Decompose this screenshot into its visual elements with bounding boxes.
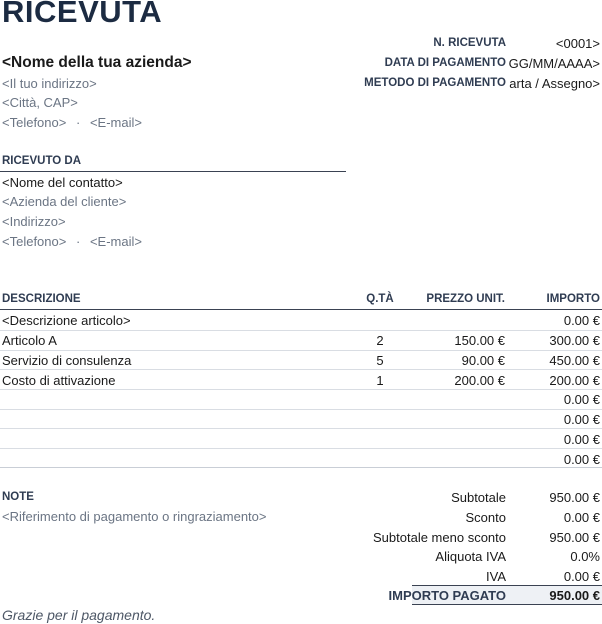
table-row [0, 371, 602, 390]
payment-date-label: DATA DI PAGAMENTO [384, 57, 506, 69]
subtotal-less-discount-label: Subtotale meno sconto [373, 530, 506, 545]
receipt-title: RICEVUTA [2, 0, 163, 29]
row-amount: 200.00 € [549, 373, 600, 388]
received-from-divider [0, 171, 346, 172]
client-email: <E-mail> [89, 234, 142, 249]
amount-paid-bottom-divider [412, 604, 602, 605]
row-qty: 1 [376, 373, 384, 388]
row-amount: 0.00 € [563, 313, 600, 328]
client-company: <Azienda del cliente> [2, 194, 127, 209]
table-header-divider [0, 309, 602, 310]
table-row [0, 311, 602, 330]
header-unit-price: PREZZO UNIT. [426, 293, 505, 305]
client-phone: <Telefono> [2, 234, 67, 249]
amount-paid-value: 950.00 € [549, 588, 600, 603]
tax-label: IVA [486, 569, 506, 584]
row-amount: 0.00 € [563, 452, 600, 467]
subtotal-less-discount-value: 950.00 € [549, 530, 600, 545]
client-contact-name: <Nome del contatto> [2, 175, 123, 190]
sender-email: <E-mail> [89, 115, 142, 130]
notes-text: <Riferimento di pagamento o ringraziamento> [2, 509, 267, 524]
table-bottom-divider [0, 467, 602, 468]
sender-separator: · [75, 115, 81, 130]
row-unit-price: 150.00 € [454, 333, 505, 348]
sender-contact-line [2, 115, 142, 130]
row-amount: 450.00 € [549, 353, 600, 368]
items-table-header [0, 291, 602, 310]
received-from-heading: RICEVUTO DA [2, 155, 82, 167]
row-qty: 5 [376, 353, 384, 368]
row-amount: 0.00 € [563, 432, 600, 447]
payment-method-label: METODO DI PAGAMENTO [364, 77, 506, 89]
row-amount: 300.00 € [549, 333, 600, 348]
row-amount: 0.00 € [563, 392, 600, 407]
row-qty: 2 [376, 333, 384, 348]
payment-date-value: GG/MM/AAAA> [508, 56, 600, 71]
sender-company-name: <Nome della tua azienda> [2, 54, 192, 71]
sender-city: <Città, CAP> [2, 95, 78, 110]
sender-phone: <Telefono> [2, 115, 67, 130]
row-description: <Descrizione articolo> [2, 313, 131, 328]
row-description: Servizio di consulenza [2, 353, 132, 368]
row-divider [0, 369, 602, 370]
table-row [0, 410, 602, 429]
row-unit-price: 90.00 € [461, 353, 505, 368]
client-contact-line [2, 234, 142, 249]
row-divider [0, 448, 602, 449]
table-row [0, 390, 602, 409]
thank-you-note: Grazie per il pagamento. [2, 607, 156, 623]
tax-value: 0.00 € [563, 569, 600, 584]
receipt-number-value: <0001> [555, 36, 600, 51]
table-row [0, 331, 602, 350]
client-address: <Indirizzo> [2, 214, 66, 229]
row-description: Articolo A [2, 333, 57, 348]
subtotal-label: Subtotale [451, 490, 506, 505]
client-separator: · [75, 234, 81, 249]
tax-rate-label: Aliquota IVA [435, 549, 506, 564]
row-divider [0, 428, 602, 429]
payment-method-value: arta / Assegno> [509, 76, 600, 91]
amount-paid-divider [412, 585, 602, 586]
sender-address: <Il tuo indirizzo> [2, 76, 97, 91]
row-amount: 0.00 € [563, 412, 600, 427]
receipt-number-label: N. RICEVUTA [433, 37, 506, 49]
notes-heading: NOTE [2, 491, 34, 503]
table-row [0, 351, 602, 370]
row-unit-price: 200.00 € [454, 373, 505, 388]
tax-rate-value: 0.0% [570, 549, 600, 564]
header-description: DESCRIZIONE [2, 293, 81, 305]
amount-paid-label: IMPORTO PAGATO [388, 588, 506, 603]
row-description: Costo di attivazione [2, 373, 116, 388]
table-row [0, 430, 602, 449]
discount-value: 0.00 € [563, 510, 600, 525]
discount-label: Sconto [465, 510, 506, 525]
subtotal-value: 950.00 € [549, 490, 600, 505]
header-amount: IMPORTO [546, 293, 600, 305]
header-qty: Q.TÀ [366, 293, 394, 305]
